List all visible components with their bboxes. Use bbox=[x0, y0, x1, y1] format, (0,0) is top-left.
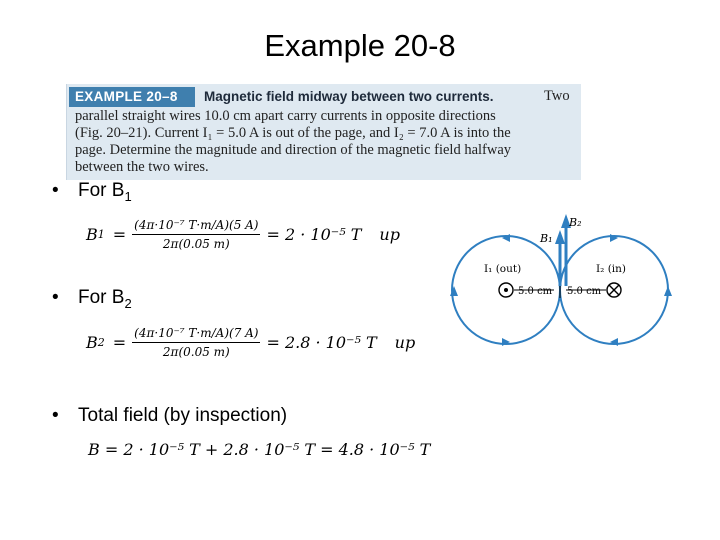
example-heading-tail: Two bbox=[544, 88, 570, 104]
current-i1-label: I₁ (out) bbox=[484, 263, 522, 275]
vector-b1-label: B₁ bbox=[540, 232, 553, 245]
eq-direction: up bbox=[379, 225, 400, 244]
eq-fraction bbox=[132, 326, 260, 359]
eq-numerator: (4π·10⁻⁷ T·m/A)(5 A) bbox=[132, 218, 260, 235]
bullet-text: Total field (by inspection) bbox=[78, 405, 288, 426]
distance-left-label: 5.0 cm bbox=[518, 286, 553, 297]
magnetic-field-figure bbox=[448, 212, 674, 372]
eq-direction: up bbox=[394, 333, 416, 352]
equation-b1: B 1 = $\frac{\text{(4π·10⁻⁷ T·m/A)(5 A)}}{2\pi(0.05 m)}$ = 2 · 10⁻⁵ T up bbox=[86, 218, 400, 251]
excerpt-line: (Fig. 20–21). Current I₁ = 5.0 A is out of the page, and I₂ = 7.0 A is into the bbox=[75, 125, 511, 141]
bullet-for-b2 bbox=[52, 287, 132, 311]
bullet-text: For B bbox=[78, 287, 125, 308]
eq-denominator: 2π(0.05 m) bbox=[162, 237, 230, 251]
excerpt-line: between the two wires. bbox=[75, 159, 209, 175]
equation-total: B = 2 · 10⁻⁵ T + 2.8 · 10⁻⁵ T = 4.8 · 10⁻⁵ T bbox=[88, 440, 431, 459]
bullet-total-field bbox=[52, 405, 287, 427]
vector-b2-label: B₂ bbox=[569, 216, 582, 229]
eq-numerator: (4π·10⁻⁷ T·m/A)(7 A) bbox=[132, 326, 260, 343]
bullet-dot: • bbox=[52, 180, 59, 201]
bullet-dot: • bbox=[52, 287, 59, 308]
eq-lhs: B bbox=[86, 333, 98, 352]
distance-right-label: 5.0 cm bbox=[567, 286, 602, 297]
eq-lhs: B bbox=[86, 225, 98, 244]
bullet-text: For B bbox=[78, 180, 125, 201]
eq-rhs: = 2 · 10⁻⁵ T bbox=[266, 225, 362, 244]
example-label: EXAMPLE 20–8 bbox=[69, 87, 195, 107]
textbook-excerpt bbox=[66, 84, 581, 180]
slide-title: Example 20-8 bbox=[264, 28, 456, 63]
eq-lhs-sub: 2 bbox=[97, 336, 105, 349]
excerpt-line: page. Determine the magnitude and direction of the magnetic field halfway bbox=[75, 142, 512, 158]
example-heading: Magnetic field midway between two currents. bbox=[204, 89, 494, 104]
bullet-sub: 2 bbox=[124, 295, 132, 311]
eq-denominator: 2π(0.05 m) bbox=[162, 345, 230, 359]
wire-in-icon bbox=[607, 283, 621, 297]
wire-out-icon bbox=[499, 283, 513, 297]
eq-rhs: = 2.8 · 10⁻⁵ T bbox=[266, 333, 377, 352]
eq-lhs-sub: 1 bbox=[97, 228, 105, 241]
eq-fraction bbox=[132, 218, 260, 251]
equation-b2: B 2 = $\frac{\text{(4π·10⁻⁷ T·m/A)(7 A)}}{2\pi(0.05 m)}$ = 2.8 · 10⁻⁵ T up bbox=[86, 326, 416, 359]
current-i2-label: I₂ (in) bbox=[596, 263, 627, 275]
bullet-sub: 1 bbox=[124, 188, 132, 204]
bullet-dot: • bbox=[52, 405, 59, 426]
excerpt-line: parallel straight wires 10.0 cm apart carry currents in opposite directions bbox=[75, 108, 496, 124]
bullet-for-b1 bbox=[52, 180, 132, 204]
